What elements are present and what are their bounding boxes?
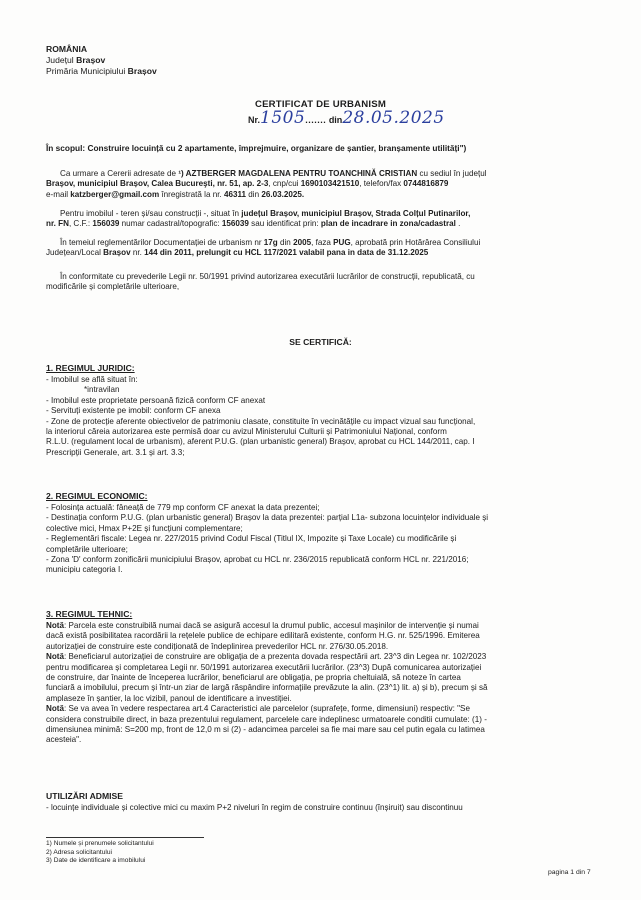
list-item: - Imobilul este proprietate persoană fizică conform CF anexat — [46, 395, 266, 405]
footnote: 1) Numele și prenumele solicitantului — [46, 840, 154, 847]
note-line: de construire, dar înainte de începerea lucrărilor, beneficiarul are obligația, pe propria cheltuială, să noteze în cartea — [46, 673, 461, 683]
note-line: acesteia". — [46, 735, 82, 745]
list-item: - locuințe individuale și colective mici cu maxim P+2 niveluri în regim de construire continuu (înșiruit) sau discontinuu — [46, 803, 463, 812]
list-item: *intravilan — [84, 385, 120, 395]
regim-juridic-list — [46, 375, 598, 458]
footnote: 2) Adresa solicitantului — [46, 848, 112, 856]
footnote-divider — [46, 837, 204, 838]
handwritten-number: 1505 — [260, 108, 306, 128]
conformity-paragraph: În conformitate cu prevederile Legii nr. 50/1991 privind autorizarea executării lucrărilor de construcții, republicată, cu modificările și completările ulterioare, — [46, 272, 475, 292]
list-item: Prescripții Generale, art. 3.1 și art. 3.3; — [46, 447, 185, 457]
page-number: pagina 1 din 7 — [548, 869, 591, 876]
list-item: - Folosința actuală: fâneață de 779 mp conform CF anexat la data prezentei; — [46, 503, 320, 512]
list-item: municipiu categoria I. — [46, 565, 123, 575]
list-item: - Destinația conform P.U.G. (plan urbanistic general) Brașov la data prezentei: parțial L1a- subzona locuințelor individuale și — [46, 513, 489, 523]
country-name: ROMÂNIA — [46, 44, 88, 54]
utilizari-admise-list — [46, 803, 598, 813]
regim-economic-list — [46, 503, 598, 576]
document-title: CERTIFICAT DE URBANISM — [254, 99, 387, 110]
note-line: dacă există posibilitatea racordării la rețelele publice de echipare edilitară existente, conform H.G. nr. 525/1996. Emiterea — [46, 631, 480, 641]
nr-label: Nr. — [248, 115, 261, 125]
note-line: autorizației de construire este condiționată de îndeplinirea prevederilor HCL nr. 276/30.05.2018. — [46, 641, 389, 651]
list-item: R.L.U. (regulament local de urbanism), aferent P.U.G. (plan urbanistic general) Brașov, aprobat cu HCL 144/2011, cap. I — [46, 437, 475, 447]
nota-label: Notă — [46, 704, 64, 714]
note-line: Notă: Beneficiarul autorizației de construire are obligația de a prezenta dovada respectării art. 23^3 din Legea nr. 102/2023 — [46, 652, 487, 662]
county-line: Județul Brașov — [46, 55, 106, 65]
se-certifica-heading: SE CERTIFICĂ: — [289, 337, 352, 347]
regim-tehnic-notes — [46, 621, 598, 746]
list-item: - Imobilul se află situat în: — [46, 375, 138, 384]
utilizari-admise-heading: UTILIZĂRI ADMISE — [46, 791, 124, 801]
regulations-paragraph: În temeiul reglementărilor Documentației de urbanism nr 17g din 2005, faza PUG, aprobată prin Hotărârea Consiliului Județean/Local Brașov nr. 144 din 2011, prelungit cu HCL 117/2021 valabil pana in data de 31.12.2025 — [46, 238, 481, 258]
nota-label: Notă — [46, 652, 64, 662]
property-paragraph: Pentru imobilul - teren și/sau construcții -, situat în județul Brașov, municipiul Brașov, Strada Colțul Putinarilor, nr. FN, C.F.: 156039 numar cadastral/topografic: 156039 sau identificat prin: plan de incadrare in zona/cadastral . — [46, 209, 471, 229]
list-item: la interiorul căreia autorizarea este permisă doar cu avizul Ministerului Culturii și Patrimoniului Național, conform — [46, 427, 447, 437]
scope-line: În scopul: Construire locuință cu 2 apartamente, împrejmuire, organizare de șantier, branșamente utilități") — [46, 143, 467, 153]
note-line: pentru modificarea și completarea Legii nr. 50/1991 autorizarea executării lucrărilor. (23^3) După comunicarea autorizației — [46, 662, 482, 672]
footnote: 3) Date de identificare a imobilului — [46, 857, 146, 865]
regim-tehnic-heading: 3. REGIMUL TEHNIC: — [46, 609, 133, 619]
certificate-number-line: Nr.1505....... din28.05.2025 — [248, 108, 445, 128]
issuer-header — [46, 44, 157, 77]
note-line: Notă: Se va avea în vedere respectarea art.4 Caracteristici ale parcelelor (suprafețe, forme, dimensiuni) respectiv: "Se — [46, 704, 470, 714]
city-hall-line: Primăria Municipiului Brașov — [46, 66, 157, 76]
list-item: - Zona 'D' conform zonificării municipiului Brașov, aprobat cu HCL nr. 236/2015 republicată conform HCL nr. 221/2016; — [46, 555, 469, 565]
din-label: din — [328, 115, 343, 125]
list-item: - Zone de protecție aferente obiectivelor de patrimoniu clasate, constituite în vecinătățile cu impact vizual sau funcțional, — [46, 416, 476, 426]
list-item: completările ulterioare; — [46, 544, 128, 554]
list-item: colective mici, Hmax P+2E și funcțiuni complementare; — [46, 523, 243, 533]
handwritten-date: 28.05.2025 — [342, 108, 445, 128]
regim-juridic-heading: 1. REGIMUL JURIDIC: — [46, 363, 135, 373]
list-item: - Reglementări fiscale: Legea nr. 227/2015 privind Codul Fiscal (Titlul IX, Impozite și Taxe Locale) cu modificările și — [46, 534, 457, 544]
note-line: funciară a imobilului, precum și într-un ziar de largă răspândire informațiile prevăzute la alin. (23^1) lit. a) și b), precum și să — [46, 683, 488, 693]
note-line: amplaseze în șantier, la loc vizibil, panoul de identificare a investiției. — [46, 693, 292, 703]
note-line: Notă: Parcela este construibilă numai dacă se asigură accesul la drumul public, accesul mașinilor de intervenție și numai — [46, 621, 479, 630]
nota-label: Notă — [46, 621, 64, 630]
regim-economic-heading: 2. REGIMUL ECONOMIC: — [46, 491, 148, 501]
list-item: - Servituți existente pe imobil: conform CF anexa — [46, 406, 221, 416]
note-line: dimensiunea minimă: S=200 mp, front de 12,0 m si (2) - adancimea parcelei sa fie mai mare sau cel putin egala cu latimea — [46, 725, 485, 735]
request-paragraph: Ca urmare a Cererii adresate de ¹) AZTBERGER MAGDALENA PENTRU TOANCHINĂ CRISTIAN cu sediul în județul Brașov, municipiul Brașov, Calea Bucureşti, nr. 51, ap. 2-3, cnp/cui 1690103421510, telefon/fax 0744816879 e-mail katzberger@gmail.com înregistrată la nr. 46311 din 26.03.2025. — [46, 169, 487, 199]
note-line: considera construibile direct, in baza prezentului regulament, parcelele care indeplinesc urmatoarele conditii cumulate: (1) - — [46, 714, 487, 724]
footnotes — [46, 840, 154, 866]
